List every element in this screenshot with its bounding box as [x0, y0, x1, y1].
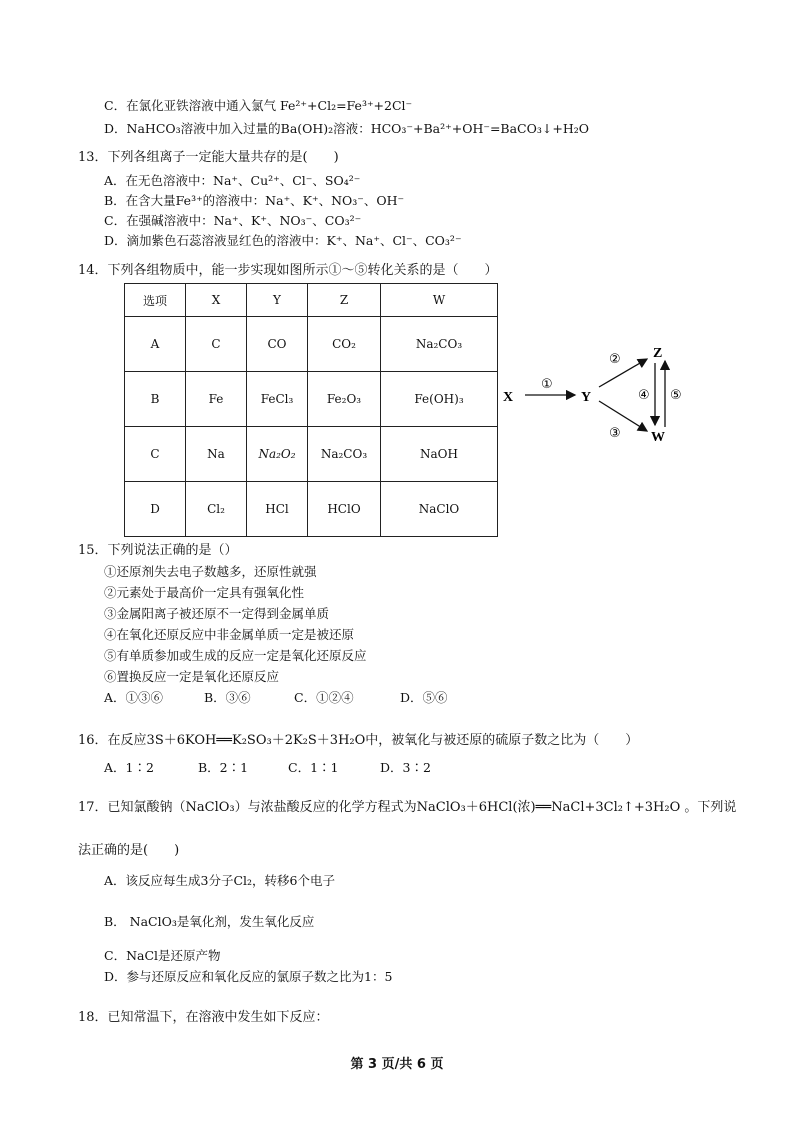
table-cell: B: [125, 372, 186, 427]
table-cell: Fe(OH)₃: [381, 372, 498, 427]
q15-item: ⑤有单质参加或生成的反应一定是氧化还原反应: [104, 648, 367, 663]
q13-option-d: D．滴加紫色石蕊溶液显红色的溶液中：K⁺、Na⁺、Cl⁻、CO₃²⁻: [104, 233, 462, 248]
label-2: ②: [609, 352, 621, 367]
node-w: W: [651, 430, 665, 445]
table-cell: Na₂CO₃: [308, 427, 381, 482]
table-cell: FeCl₃: [247, 372, 308, 427]
header-cell: W: [381, 284, 498, 317]
q15-item: ④在氧化还原反应中非金属单质一定是被还原: [104, 627, 355, 642]
header-cell: Y: [247, 284, 308, 317]
label-4: ④: [638, 388, 650, 403]
label-5: ⑤: [670, 388, 682, 403]
q17-stem: 17．已知氯酸钠（NaClO₃）与浓盐酸反应的化学方程式为NaClO₃＋6HCl(浓)══NaCl+3Cl₂↑+3H₂O 。下列说: [78, 800, 737, 815]
q17-option-c: C．NaCl是还原产物: [104, 948, 221, 963]
table-cell: Na₂O₂: [247, 427, 308, 482]
q13-option-b: B．在含大量Fe³⁺的溶液中：Na⁺、K⁺、NO₃⁻、OH⁻: [104, 193, 405, 208]
q16-stem: 16．在反应3S＋6KOH══K₂SO₃＋2K₂S＋3H₂O中，被氧化与被还原的硫原子数之比为（ ）: [78, 733, 639, 748]
node-z: Z: [653, 346, 663, 361]
label-3: ③: [609, 426, 621, 441]
q14-table: [124, 283, 498, 537]
table-header-row: [125, 284, 498, 317]
q17-option-d: D．参与还原反应和氧化反应的氯原子数之比为1：5: [104, 969, 393, 984]
q16-option-b: B．2∶1: [198, 760, 249, 775]
node-y: Y: [581, 390, 592, 405]
table-cell: C: [125, 427, 186, 482]
table-cell: NaClO: [381, 482, 498, 537]
arrow-3: [599, 401, 647, 431]
table-cell: Na: [186, 427, 247, 482]
header-cell: Z: [308, 284, 381, 317]
conversion-diagram: [495, 335, 695, 455]
table-cell: D: [125, 482, 186, 537]
q15-option-b: B．③⑥: [204, 690, 251, 705]
table-cell: C: [186, 317, 247, 372]
q12-option-d: D．NaHCO₃溶液中加入过量的Ba(OH)₂溶液：HCO₃⁻+Ba²⁺+OH⁻=BaCO₃↓+H₂O: [104, 121, 589, 136]
q13-stem: 13．下列各组离子一定能大量共存的是( ): [78, 150, 339, 165]
page-number: 第 3 页/共 6 页: [350, 1057, 444, 1072]
q13-option-a: A．在无色溶液中：Na⁺、Cu²⁺、Cl⁻、SO₄²⁻: [104, 173, 361, 188]
table-cell: A: [125, 317, 186, 372]
q15-stem: 15．下列说法正确的是（）: [78, 543, 238, 558]
table-cell: Fe₂O₃: [308, 372, 381, 427]
table-cell: Na₂CO₃: [381, 317, 498, 372]
q17-stem-continued: 法正确的是( ): [78, 843, 180, 858]
label-1: ①: [541, 377, 553, 392]
q12-option-c: C．在氯化亚铁溶液中通入氯气 Fe²⁺+Cl₂=Fe³⁺+2Cl⁻: [104, 98, 413, 113]
q15-item: ①还原剂失去电子数越多，还原性就强: [104, 564, 317, 579]
table-cell: HClO: [308, 482, 381, 537]
q14-stem: 14．下列各组物质中，能一步实现如图所示①～⑤转化关系的是（ ）: [78, 263, 498, 278]
q15-item: ②元素处于最高价一定具有强氧化性: [104, 585, 305, 600]
q18-stem: 18．已知常温下，在溶液中发生如下反应：: [78, 1010, 329, 1025]
q15-item: ③金属阳离子被还原不一定得到金属单质: [104, 606, 330, 621]
header-cell: 选项: [125, 284, 186, 317]
q15-option-c: C．①②④: [294, 690, 354, 705]
table-cell: Cl₂: [186, 482, 247, 537]
q16-option-a: A．1∶2: [104, 760, 154, 775]
header-cell: X: [186, 284, 247, 317]
table-cell: CO: [247, 317, 308, 372]
table-cell: CO₂: [308, 317, 381, 372]
table-cell: HCl: [247, 482, 308, 537]
q13-option-c: C．在强碱溶液中：Na⁺、K⁺、NO₃⁻、CO₃²⁻: [104, 213, 362, 228]
table-cell: Fe: [186, 372, 247, 427]
table-cell: NaOH: [381, 427, 498, 482]
arrow-2: [599, 359, 647, 387]
q15-option-d: D．⑤⑥: [400, 690, 448, 705]
table-row: [125, 482, 498, 537]
q17-option-b: B． NaClO₃是氧化剂，发生氧化反应: [104, 914, 315, 929]
table-row: [125, 372, 498, 427]
q15-item: ⑥置换反应一定是氧化还原反应: [104, 669, 280, 684]
q16-option-d: D．3∶2: [380, 760, 431, 775]
q17-option-a: A．该反应每生成3分子Cl₂，转移6个电子: [104, 873, 336, 888]
node-x: X: [503, 390, 514, 405]
q16-option-c: C．1∶1: [288, 760, 339, 775]
table-row: [125, 317, 498, 372]
table-row: [125, 427, 498, 482]
q15-option-a: A．①③⑥: [104, 690, 164, 705]
